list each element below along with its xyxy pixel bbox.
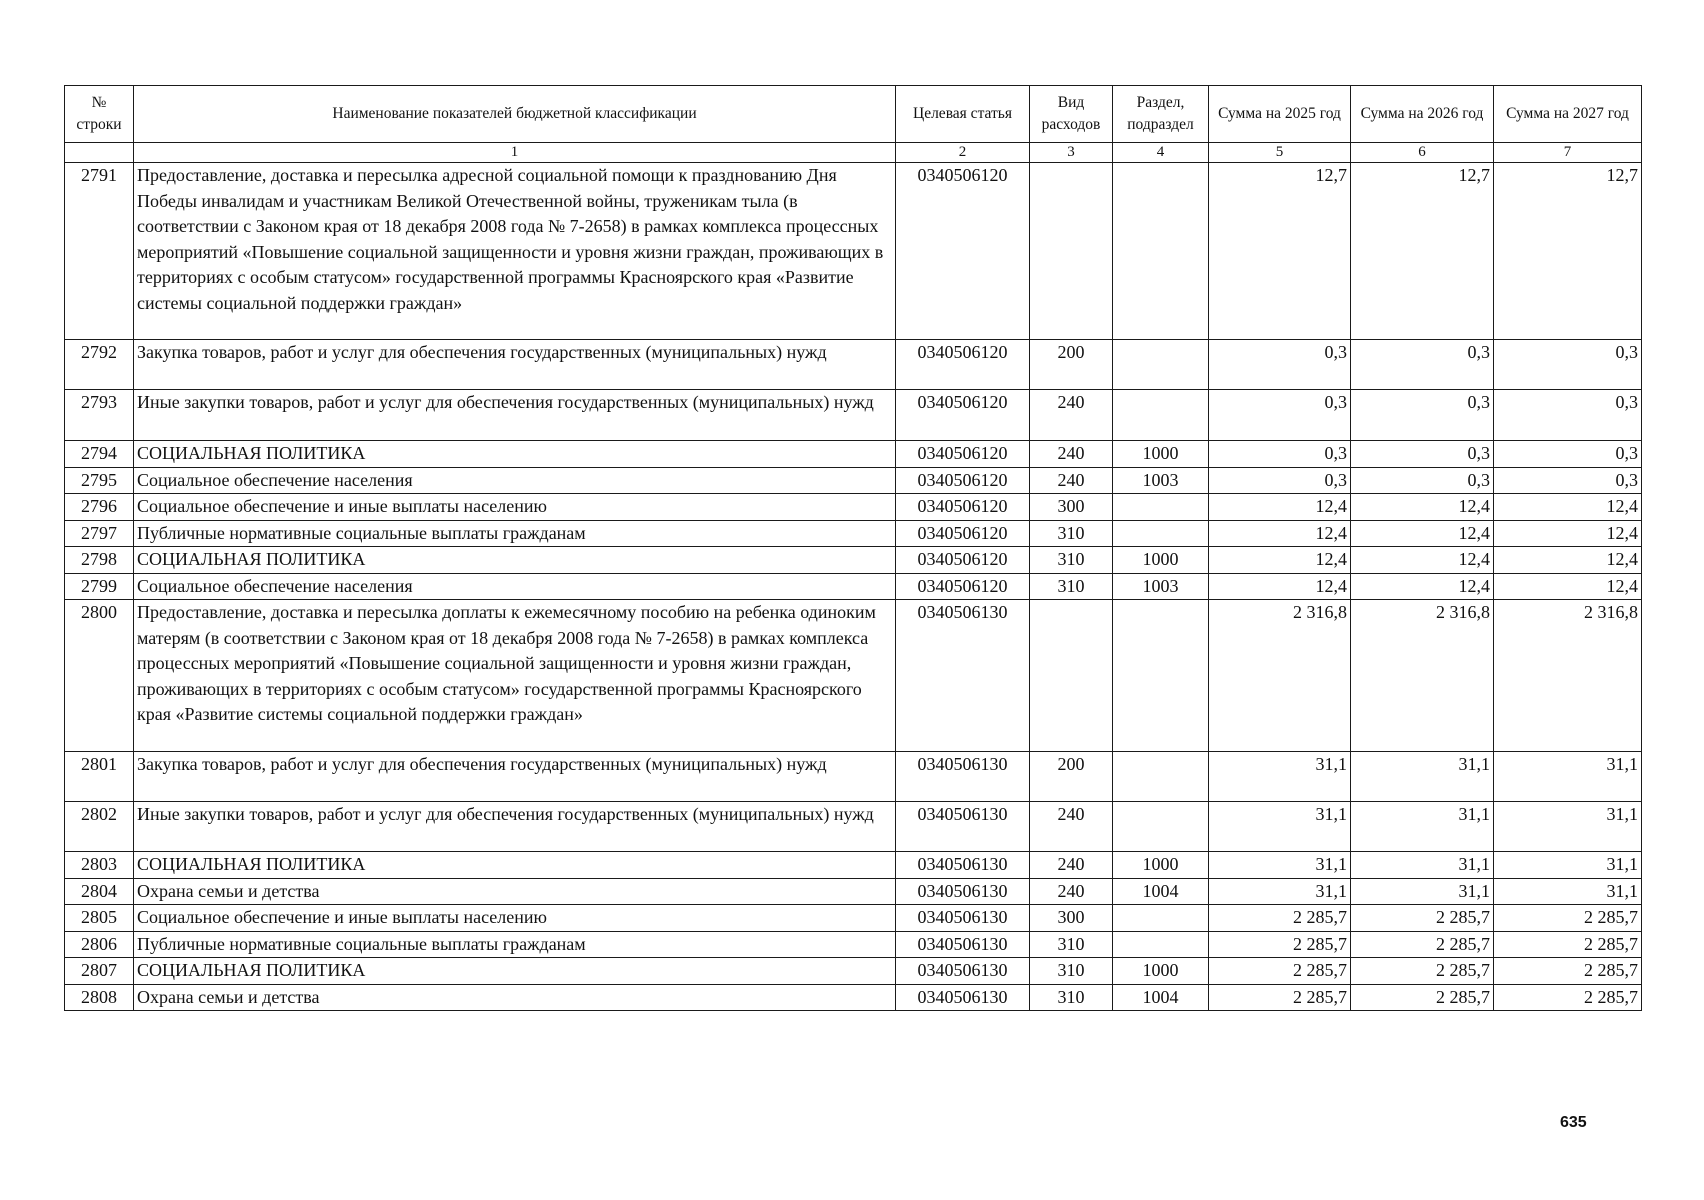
section xyxy=(1113,752,1209,802)
sum-2025: 2 285,7 xyxy=(1209,984,1351,1011)
header-row xyxy=(65,86,1642,143)
expense-type: 240 xyxy=(1030,390,1113,441)
sum-2027: 12,7 xyxy=(1494,163,1642,340)
sum-2026: 2 285,7 xyxy=(1351,984,1494,1011)
sum-2025: 31,1 xyxy=(1209,852,1351,879)
section xyxy=(1113,905,1209,932)
indicator-name: СОЦИАЛЬНАЯ ПОЛИТИКА xyxy=(134,547,896,574)
target-article: 0340506120 xyxy=(896,163,1030,340)
row-number: 2806 xyxy=(65,931,134,958)
sum-2025: 2 285,7 xyxy=(1209,931,1351,958)
sum-2027: 0,3 xyxy=(1494,390,1642,441)
table-row xyxy=(65,390,1642,441)
target-article: 0340506120 xyxy=(896,573,1030,600)
table-row xyxy=(65,467,1642,494)
indicator-name: Охрана семьи и детства xyxy=(134,984,896,1011)
row-number: 2800 xyxy=(65,600,134,752)
sum-2026: 12,4 xyxy=(1351,520,1494,547)
row-number: 2802 xyxy=(65,802,134,852)
column-number: 6 xyxy=(1351,143,1494,163)
section xyxy=(1113,163,1209,340)
sum-2026: 2 285,7 xyxy=(1351,905,1494,932)
sum-2026: 0,3 xyxy=(1351,441,1494,468)
header-sum-2026: Сумма на 2026 год xyxy=(1351,86,1494,143)
sum-2025: 12,4 xyxy=(1209,573,1351,600)
row-number: 2795 xyxy=(65,467,134,494)
indicator-name: Иные закупки товаров, работ и услуг для обеспечения государственных (муниципальных) нужд xyxy=(134,390,896,441)
sum-2027: 2 285,7 xyxy=(1494,931,1642,958)
expense-type: 240 xyxy=(1030,467,1113,494)
target-article: 0340506120 xyxy=(896,494,1030,521)
table-row xyxy=(65,984,1642,1011)
indicator-name: Публичные нормативные социальные выплаты гражданам xyxy=(134,931,896,958)
target-article: 0340506120 xyxy=(896,390,1030,441)
sum-2027: 2 316,8 xyxy=(1494,600,1642,752)
row-number: 2805 xyxy=(65,905,134,932)
sum-2025: 12,4 xyxy=(1209,547,1351,574)
target-article: 0340506120 xyxy=(896,340,1030,390)
section: 1000 xyxy=(1113,958,1209,985)
sum-2027: 12,4 xyxy=(1494,547,1642,574)
indicator-name: Социальное обеспечение и иные выплаты населению xyxy=(134,494,896,521)
sum-2027: 0,3 xyxy=(1494,441,1642,468)
section: 1000 xyxy=(1113,441,1209,468)
sum-2026: 2 285,7 xyxy=(1351,931,1494,958)
expense-type: 310 xyxy=(1030,931,1113,958)
row-number: 2808 xyxy=(65,984,134,1011)
sum-2026: 12,4 xyxy=(1351,494,1494,521)
expense-type: 200 xyxy=(1030,340,1113,390)
expense-type: 310 xyxy=(1030,958,1113,985)
expense-type: 300 xyxy=(1030,494,1113,521)
table-row xyxy=(65,802,1642,852)
column-number: 3 xyxy=(1030,143,1113,163)
table-row xyxy=(65,163,1642,340)
expense-type: 240 xyxy=(1030,852,1113,879)
target-article: 0340506130 xyxy=(896,931,1030,958)
expense-type: 240 xyxy=(1030,802,1113,852)
sum-2027: 31,1 xyxy=(1494,878,1642,905)
sum-2026: 12,4 xyxy=(1351,547,1494,574)
row-number: 2793 xyxy=(65,390,134,441)
indicator-name: Социальное обеспечение и иные выплаты населению xyxy=(134,905,896,932)
table-row xyxy=(65,752,1642,802)
target-article: 0340506130 xyxy=(896,905,1030,932)
sum-2025: 0,3 xyxy=(1209,467,1351,494)
table-row xyxy=(65,340,1642,390)
header-row-number: № строки xyxy=(65,86,134,143)
sum-2027: 0,3 xyxy=(1494,340,1642,390)
row-number: 2807 xyxy=(65,958,134,985)
sum-2026: 31,1 xyxy=(1351,752,1494,802)
sum-2027: 12,4 xyxy=(1494,494,1642,521)
target-article: 0340506120 xyxy=(896,467,1030,494)
target-article: 0340506130 xyxy=(896,802,1030,852)
expense-type: 310 xyxy=(1030,573,1113,600)
target-article: 0340506130 xyxy=(896,852,1030,879)
indicator-name: Иные закупки товаров, работ и услуг для обеспечения государственных (муниципальных) нужд xyxy=(134,802,896,852)
column-number: 5 xyxy=(1209,143,1351,163)
column-number: 4 xyxy=(1113,143,1209,163)
section xyxy=(1113,494,1209,521)
indicator-name: Закупка товаров, работ и услуг для обеспечения государственных (муниципальных) нужд xyxy=(134,752,896,802)
table-row xyxy=(65,520,1642,547)
row-number: 2801 xyxy=(65,752,134,802)
section xyxy=(1113,520,1209,547)
sum-2026: 31,1 xyxy=(1351,852,1494,879)
sum-2027: 2 285,7 xyxy=(1494,958,1642,985)
section xyxy=(1113,390,1209,441)
indicator-name: СОЦИАЛЬНАЯ ПОЛИТИКА xyxy=(134,958,896,985)
sum-2026: 0,3 xyxy=(1351,340,1494,390)
expense-type xyxy=(1030,163,1113,340)
section xyxy=(1113,931,1209,958)
section: 1000 xyxy=(1113,852,1209,879)
expense-type: 310 xyxy=(1030,984,1113,1011)
sum-2027: 31,1 xyxy=(1494,752,1642,802)
indicator-name: Охрана семьи и детства xyxy=(134,878,896,905)
sum-2025: 12,4 xyxy=(1209,494,1351,521)
row-number: 2791 xyxy=(65,163,134,340)
row-number: 2796 xyxy=(65,494,134,521)
row-number: 2804 xyxy=(65,878,134,905)
section: 1003 xyxy=(1113,573,1209,600)
header-indicator-name: Наименование показателей бюджетной классификации xyxy=(134,86,896,143)
indicator-name: Социальное обеспечение населения xyxy=(134,467,896,494)
sum-2027: 2 285,7 xyxy=(1494,984,1642,1011)
target-article: 0340506130 xyxy=(896,600,1030,752)
header-sum-2027: Сумма на 2027 год xyxy=(1494,86,1642,143)
sum-2025: 2 316,8 xyxy=(1209,600,1351,752)
row-number: 2797 xyxy=(65,520,134,547)
target-article: 0340506130 xyxy=(896,752,1030,802)
table-row xyxy=(65,958,1642,985)
row-number: 2794 xyxy=(65,441,134,468)
target-article: 0340506120 xyxy=(896,520,1030,547)
budget-table xyxy=(64,85,1642,1011)
sum-2026: 2 316,8 xyxy=(1351,600,1494,752)
column-number xyxy=(65,143,134,163)
sum-2027: 31,1 xyxy=(1494,802,1642,852)
header-sum-2025: Сумма на 2025 год xyxy=(1209,86,1351,143)
table-row xyxy=(65,441,1642,468)
header-section: Раздел, подраздел xyxy=(1113,86,1209,143)
sum-2026: 12,7 xyxy=(1351,163,1494,340)
table-body xyxy=(65,163,1642,1011)
sum-2027: 12,4 xyxy=(1494,573,1642,600)
expense-type: 300 xyxy=(1030,905,1113,932)
row-number: 2792 xyxy=(65,340,134,390)
sum-2027: 0,3 xyxy=(1494,467,1642,494)
indicator-name: Публичные нормативные социальные выплаты гражданам xyxy=(134,520,896,547)
section xyxy=(1113,802,1209,852)
target-article: 0340506120 xyxy=(896,547,1030,574)
indicator-name: СОЦИАЛЬНАЯ ПОЛИТИКА xyxy=(134,441,896,468)
sum-2026: 2 285,7 xyxy=(1351,958,1494,985)
section: 1000 xyxy=(1113,547,1209,574)
sum-2026: 0,3 xyxy=(1351,467,1494,494)
expense-type xyxy=(1030,600,1113,752)
target-article: 0340506130 xyxy=(896,958,1030,985)
sum-2026: 12,4 xyxy=(1351,573,1494,600)
table-row xyxy=(65,547,1642,574)
table-row xyxy=(65,905,1642,932)
column-number: 2 xyxy=(896,143,1030,163)
table-row xyxy=(65,494,1642,521)
row-number: 2798 xyxy=(65,547,134,574)
row-number: 2803 xyxy=(65,852,134,879)
table-row xyxy=(65,852,1642,879)
expense-type: 310 xyxy=(1030,520,1113,547)
column-number-row xyxy=(65,143,1642,163)
header-target-article: Целевая статья xyxy=(896,86,1030,143)
sum-2025: 12,4 xyxy=(1209,520,1351,547)
sum-2025: 31,1 xyxy=(1209,878,1351,905)
indicator-name: Закупка товаров, работ и услуг для обеспечения государственных (муниципальных) нужд xyxy=(134,340,896,390)
sum-2025: 2 285,7 xyxy=(1209,905,1351,932)
table-row xyxy=(65,878,1642,905)
section xyxy=(1113,340,1209,390)
column-number: 7 xyxy=(1494,143,1642,163)
expense-type: 240 xyxy=(1030,878,1113,905)
section: 1003 xyxy=(1113,467,1209,494)
expense-type: 240 xyxy=(1030,441,1113,468)
sum-2026: 31,1 xyxy=(1351,802,1494,852)
sum-2027: 31,1 xyxy=(1494,852,1642,879)
sum-2027: 12,4 xyxy=(1494,520,1642,547)
indicator-name: Предоставление, доставка и пересылка доплаты к ежемесячному пособию на ребенка одиноким матерям (в соответствии с Законом края от 18 декабря 2008 года № 7-2658) в рамках комплекса процессных мероприятий «Повышение социальной защищенности и уровня жизни граждан, проживающих в территориях с особым статусом» государственной программы Красноярского края «Развитие системы социальной поддержки граждан» xyxy=(134,600,896,752)
table-row xyxy=(65,573,1642,600)
sum-2027: 2 285,7 xyxy=(1494,905,1642,932)
indicator-name: СОЦИАЛЬНАЯ ПОЛИТИКА xyxy=(134,852,896,879)
sum-2025: 2 285,7 xyxy=(1209,958,1351,985)
sum-2025: 31,1 xyxy=(1209,802,1351,852)
sum-2025: 0,3 xyxy=(1209,441,1351,468)
sum-2026: 31,1 xyxy=(1351,878,1494,905)
sum-2026: 0,3 xyxy=(1351,390,1494,441)
header-expense-type: Вид расходов xyxy=(1030,86,1113,143)
target-article: 0340506130 xyxy=(896,878,1030,905)
sum-2025: 12,7 xyxy=(1209,163,1351,340)
indicator-name: Социальное обеспечение населения xyxy=(134,573,896,600)
sum-2025: 0,3 xyxy=(1209,340,1351,390)
section xyxy=(1113,600,1209,752)
expense-type: 310 xyxy=(1030,547,1113,574)
column-number: 1 xyxy=(134,143,896,163)
table-row xyxy=(65,931,1642,958)
table-row xyxy=(65,600,1642,752)
target-article: 0340506130 xyxy=(896,984,1030,1011)
section: 1004 xyxy=(1113,984,1209,1011)
row-number: 2799 xyxy=(65,573,134,600)
sum-2025: 0,3 xyxy=(1209,390,1351,441)
target-article: 0340506120 xyxy=(896,441,1030,468)
indicator-name: Предоставление, доставка и пересылка адресной социальной помощи к празднованию Дня Победы инвалидам и участникам Великой Отечественной войны, труженикам тыла (в соответствии с Законом края от 18 декабря 2008 года № 7-2658) в рамках комплекса процессных мероприятий «Повышение социальной защищенности и уровня жизни граждан, проживающих в территориях с особым статусом» государственной программы Красноярского края «Развитие системы социальной поддержки граждан» xyxy=(134,163,896,340)
expense-type: 200 xyxy=(1030,752,1113,802)
section: 1004 xyxy=(1113,878,1209,905)
page-number: 635 xyxy=(1560,1114,1587,1131)
sum-2025: 31,1 xyxy=(1209,752,1351,802)
